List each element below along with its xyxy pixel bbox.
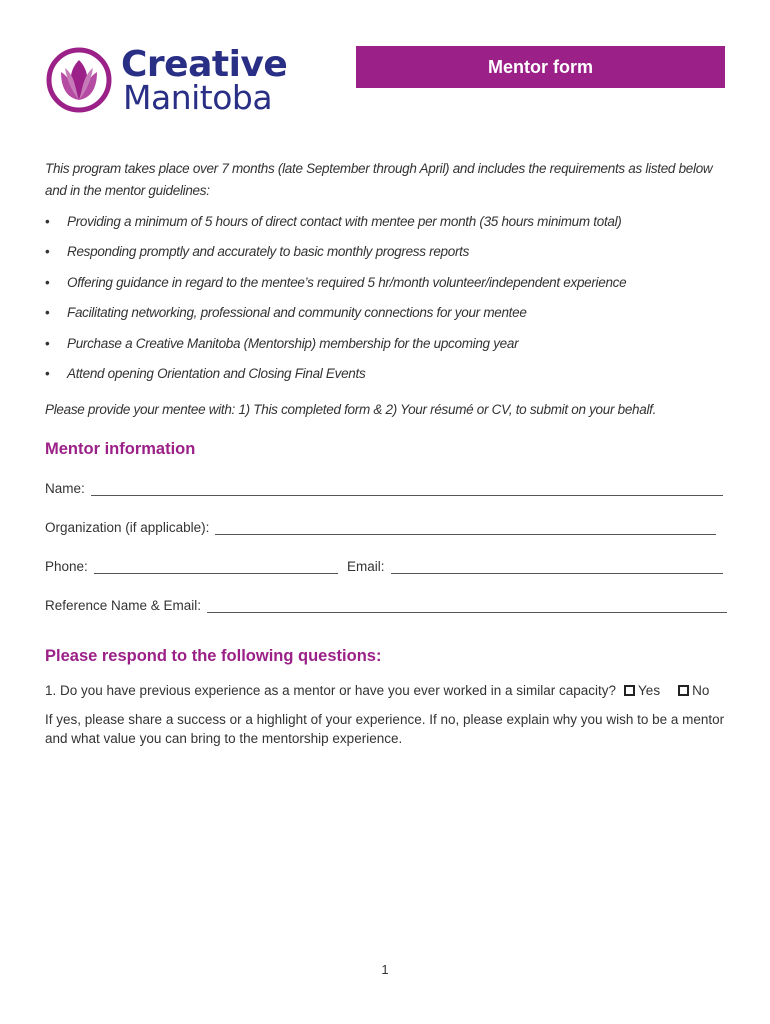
bullet-icon: • — [45, 274, 50, 290]
list-item — [45, 333, 735, 363]
no-label: No — [692, 683, 710, 698]
form-title-banner: Mentor form — [356, 46, 725, 88]
yes-checkbox[interactable] — [624, 685, 635, 696]
list-item — [45, 363, 735, 393]
email-input-line[interactable] — [391, 561, 723, 574]
name-input-line[interactable] — [91, 483, 723, 496]
organization-input-line[interactable] — [215, 522, 716, 535]
page-number: 1 — [381, 962, 389, 977]
provide-note: Please provide your mentee with: 1) This completed form & 2) Your résumé or CV, to submit on your behalf. — [45, 402, 657, 417]
email-field[interactable] — [347, 559, 723, 574]
requirement-text: Purchase a Creative Manitoba (Mentorship) membership for the upcoming year — [67, 335, 519, 351]
creative-manitoba-logo — [45, 46, 290, 118]
yes-label: Yes — [638, 683, 661, 698]
organization-label: Organization (if applicable): — [45, 520, 210, 535]
mentor-info-heading: Mentor information — [45, 440, 196, 458]
requirements-list — [45, 211, 735, 393]
questions-heading: Please respond to the following questions: — [45, 647, 382, 665]
phone-label: Phone: — [45, 559, 88, 574]
list-item — [45, 302, 735, 332]
list-item — [45, 272, 735, 302]
phone-field[interactable] — [45, 559, 338, 574]
bullet-icon: • — [45, 305, 50, 321]
question-1-text: 1. Do you have previous experience as a mentor or have you ever worked in a similar capacity? — [45, 683, 617, 698]
list-item — [45, 241, 735, 271]
question-1-followup: If yes, please share a success or a highlight of your experience. If no, please explain why you wish to be a mentor and what value you can bring to the mentorship experience. — [45, 712, 725, 746]
tulip-logo-icon — [45, 46, 113, 114]
requirement-text: Attend opening Orientation and Closing Final Events — [67, 365, 366, 381]
phone-input-line[interactable] — [94, 561, 338, 574]
requirement-text: Responding promptly and accurately to basic monthly progress reports — [67, 244, 470, 260]
bullet-icon: • — [45, 335, 50, 351]
logo-word-creative: Creative — [121, 44, 288, 85]
no-checkbox[interactable] — [678, 685, 689, 696]
organization-field[interactable] — [45, 520, 716, 535]
requirement-text: Providing a minimum of 5 hours of direct contact with mentee per month (35 hours minimum total) — [67, 214, 622, 229]
question-1 — [45, 683, 709, 698]
email-label: Email: — [347, 559, 385, 574]
reference-label: Reference Name & Email: — [45, 598, 202, 613]
no-option[interactable] — [670, 683, 709, 698]
yes-option[interactable] — [616, 683, 660, 698]
requirement-text: Offering guidance in regard to the mentee’s required 5 hr/month volunteer/independent experience — [67, 274, 627, 290]
requirement-text: Facilitating networking, professional and community connections for your mentee — [67, 305, 527, 321]
reference-input-line[interactable] — [207, 600, 727, 613]
reference-field[interactable] — [45, 598, 727, 613]
bullet-icon: • — [45, 365, 50, 381]
name-label: Name: — [45, 481, 85, 496]
intro-paragraph: This program takes place over 7 months (late September through April) and includes the requirements as listed below and in the mentor guidelines: — [45, 161, 713, 198]
name-field[interactable] — [45, 481, 723, 496]
logo-word-manitoba: Manitoba — [123, 78, 273, 117]
bullet-icon: • — [45, 214, 50, 229]
list-item — [45, 211, 735, 241]
bullet-icon: • — [45, 244, 50, 260]
